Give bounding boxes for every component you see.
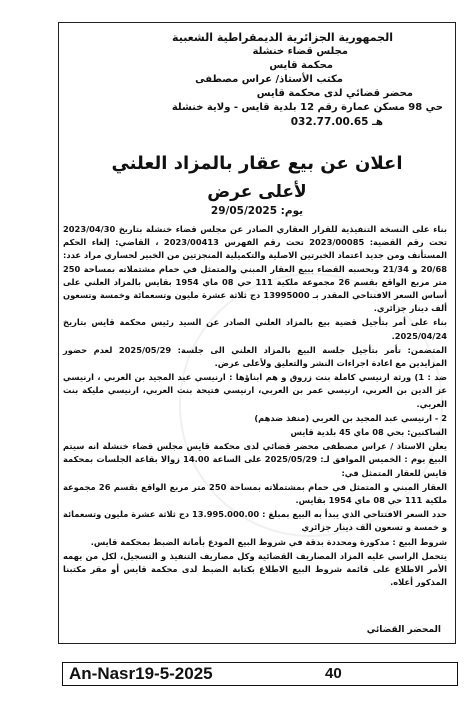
court-name: محكمة قايس bbox=[269, 60, 333, 71]
office-address: حي 98 مسكن عمارة رقم 12 بلدية قايس - ولاية خنشلة bbox=[171, 102, 443, 113]
body-paragraph: حدد السعر الافتتاحي الذي يبدأ به البيع بمبلغ : 13.995.000.00 دج ثلاثة عشرة مليون وتسعمائة و خمسة و تسعون الف دينار جزائري bbox=[63, 509, 447, 533]
body-paragraph: المتضمن: تأمر بتأجيل جلسة البيع بالمزاد العلني الى جلسة: 2025/05/29 لعدم حضور المزايدين مع اعادة اجراءات النشر والتعليق ولأعلى عرض. bbox=[63, 344, 447, 369]
signature-label: المحضر القضائي bbox=[366, 625, 441, 635]
body-paragraph: الساكنين: بحي 08 ماي 45 بلدية قايس bbox=[290, 427, 447, 438]
body-paragraph: بناء على أمر بتأجيل قضية بيع بالمزاد العلني الصادر عن السيد رئيس محكمة قايس بتاريخ 2025/04/24. bbox=[63, 317, 447, 341]
bailiff-title: محضر قضائي لدى محكمة قايس bbox=[256, 88, 413, 99]
body-paragraph: شروط البيع : مدكورة ومحددة بدقة في شروط البيع المودع بأمانة الضبط بمحكمة قايس. bbox=[90, 536, 447, 547]
body-paragraph: ضد : 1) ورثة ارنيسي كاملة بنت زروق و هم ابناؤها : ارنيسي عبد المجيد بن العربي ، ارنيسي عز الدين بن العربي، ارنيسي عمر بن العربي، ارنيسي فتيحة بنت العربي، ارنيسي مليكة بنت العربي. bbox=[63, 372, 448, 409]
body-paragraph: بناء على النسخة التنفيذية للقرار العقاري الصادر عن مجلس قضاء خنشلة بتاريخ 2023/04/30 تحت رقم القضية: 2023/00085 تحت رقم الفهرس 2023/00413 ، القاضي: إلغاء الحكم المستأنف ومن جديد اعتماد الخبرتين الاصلية والتكميلية المنجزتين من الخبير لحساري مراد عدد: 20/68 و 21/34 وبحسبه القضاء ببيع العقار المبني والمتمثل في حمام مشتملاته بمساحة 250 متر مربع الواقع بقسم 26 مجموعة ملكية 111 حي 08 ماي 1954 بقايس بالمزاد العلني على أساس السعر الافتتاحي المقدر بـ 13995000 دج ثلاثة عشرة مليون وتسعمائة وخمسة وتسعون ألف دينار جزائري. bbox=[63, 224, 448, 314]
body-paragraph: يعلن الاستاذ / عراس مصطفى محضر قضائي لدى محكمة قايس مجلس قضاء خنشلة انه سيتم البيع يوم : الخميس الموافق لـ: 2025/05/29 على الساعة 14.00 زوالا بقاعة الجلسات بمحكمة قايس للعقار المتمثل في: bbox=[63, 441, 447, 478]
body-paragraph: يتحمل الراسي عليه المزاد المصاريف القضائية وكل مصاريف التنفيذ و التسجيل، لكل من يهمه الأمر الاطلاع على قائمة شروط البيع الاطلاع بكتابة الضبط لدى محكمة قايس أو مقر مكتبنا المذكور أعلاه. bbox=[63, 550, 447, 588]
page-footer bbox=[62, 662, 458, 686]
council-name: مجلس قضاء خنشلة bbox=[252, 46, 348, 57]
page-number: 40 bbox=[325, 665, 342, 682]
announcement-body bbox=[63, 223, 447, 590]
letterhead bbox=[103, 31, 443, 129]
office-name: مكتب الأستاذ/ عراس مصطفى bbox=[195, 74, 343, 85]
office-phone: هـ 032.77.00.65 bbox=[290, 116, 383, 128]
newspaper-source: An-Nasr19-5-2025 bbox=[69, 664, 213, 683]
body-paragraph: العقار المبني و المتمثل في حمام بمشتملاته بمساحة 250 متر مربع الواقع بقسم 26 مجموعة ملكية 111 حي 08 ماي 1954 بقايس. bbox=[63, 481, 447, 506]
announcement-title: اعلان عن بيع عقار بالمزاد العلني bbox=[111, 153, 403, 174]
republic-name: الجمهورية الجزائرية الديمقراطية الشعبية bbox=[172, 31, 393, 44]
announcement-frame bbox=[58, 22, 456, 644]
sale-date: يوم: 29/05/2025 bbox=[210, 205, 304, 217]
announcement-subtitle: لأعلى عرض bbox=[207, 182, 307, 202]
body-paragraph: 2 - ارنيسي عبد المجيد بن العربي (منفذ ضدهم) bbox=[254, 412, 447, 423]
